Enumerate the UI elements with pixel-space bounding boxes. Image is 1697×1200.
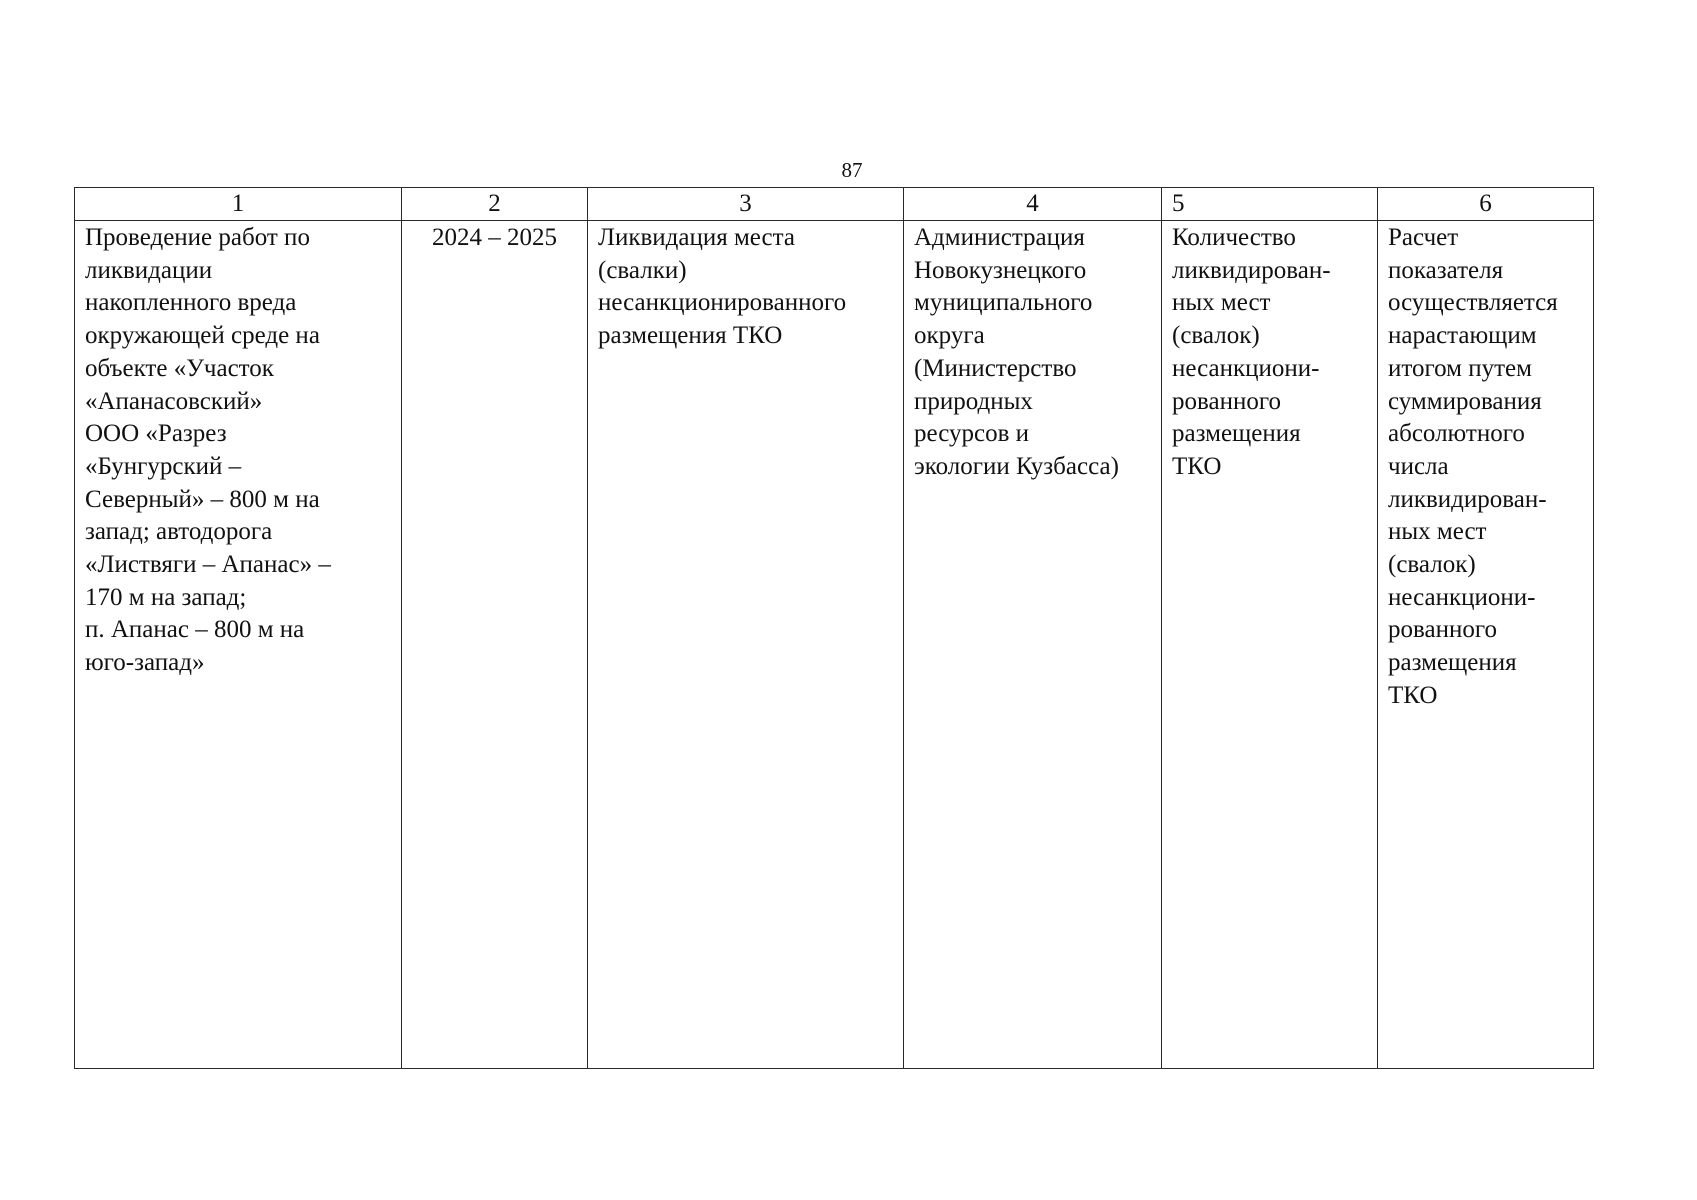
column-number-2: 2	[402, 188, 588, 221]
page-number: 87	[841, 158, 863, 182]
cell-responsible	[904, 221, 1162, 1069]
cell-responsible-text: Администрация Новокузнецкого муниципального округа (Министерство природных ресурсов и экологии Кузбасса)	[914, 224, 1119, 480]
cell-activity-text: Проведение работ по ликвидации накопленного вреда окружающей среде на объекте «Участок «Апанасовский» ООО «Разрез «Бунгурский – Северный» – 800 м на запад; автодорога «Листвяги – Апанас» – 170 м на запад; п. Апанас – 800 м на юго-запад»	[85, 224, 331, 677]
column-number-1: 1	[75, 188, 402, 221]
column-number-6: 6	[1378, 188, 1594, 221]
cell-result	[588, 221, 904, 1069]
document-table	[74, 187, 1594, 1069]
cell-indicator-text: Количество ликвидирован- ных мест (свалок) несанкциони- рованного размещения ТКО	[1172, 224, 1331, 480]
cell-period	[402, 221, 588, 1069]
column-number-5: 5	[1162, 188, 1378, 221]
column-number-4: 4	[904, 188, 1162, 221]
cell-result-text: Ликвидация места (свалки) несанкционированного размещения ТКО	[598, 224, 847, 350]
cell-period-text: 2024 – 2025	[432, 224, 557, 251]
cell-indicator	[1162, 221, 1378, 1069]
table-row	[75, 221, 1594, 1069]
column-number-3: 3	[588, 188, 904, 221]
cell-activity	[75, 221, 402, 1069]
table-header-row	[75, 188, 1594, 221]
cell-calculation-text: Расчет показателя осуществляется нарастающим итогом путем суммирования абсолютного числа ликвидирован- ных мест (свалок) несанкциони- рованного размещения ТКО	[1388, 224, 1558, 709]
cell-calculation	[1378, 221, 1594, 1069]
